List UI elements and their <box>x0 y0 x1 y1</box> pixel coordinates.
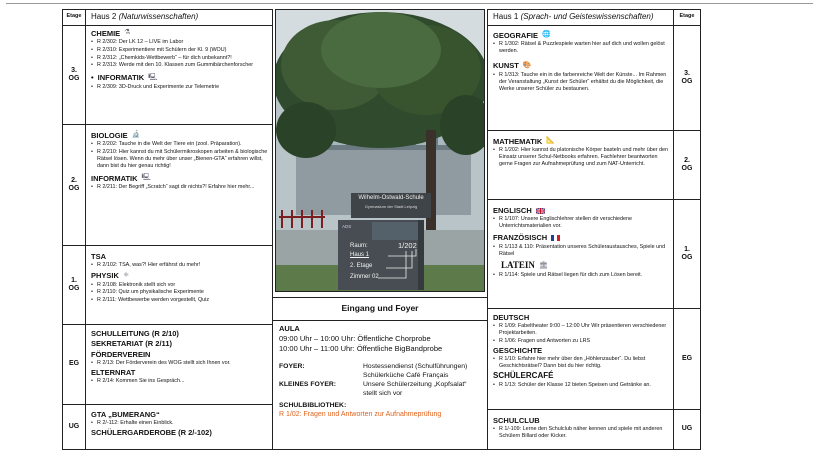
center-title: Eingang und Foyer <box>341 303 419 313</box>
kleines-foyer-row <box>279 390 481 399</box>
list-item: • R 2/-112: Erhalte einen Einblick. <box>91 420 268 427</box>
school-sign: Wilhelm-Ostwald-Schule <box>358 195 424 201</box>
subject-name: INFORMATIK <box>97 73 145 83</box>
foyer-row <box>279 372 481 381</box>
list-item: • R 2/310: Experimentiere mit Schülern der Kl. 9 (WOU) <box>91 47 268 54</box>
center-header-box <box>272 297 488 321</box>
floor-left-eg <box>62 324 86 405</box>
haus1-eg <box>487 308 674 410</box>
list-item: • R 2/13: Der Förderverein des WOG stellt sich Ihnen vor. <box>91 360 268 367</box>
list-item: • R 2/211: Der Begriff „Scratch“ sagt dir nichts?! Erfahre hier mehr... <box>91 184 268 191</box>
subject-chemie <box>91 29 268 38</box>
computer-icon: 🖳 <box>141 174 151 182</box>
entrance-photo-svg <box>276 10 485 292</box>
uk-flag-icon <box>536 208 545 214</box>
computer-icon: 🖳 <box>148 73 158 81</box>
haus1-1og <box>487 199 674 309</box>
stage-label: Etage <box>66 13 82 19</box>
haus1-title: Haus 1 <box>493 12 519 21</box>
subject-schuelercafe: SCHÜLERCAFÉ <box>493 370 554 380</box>
subject-name: BIOLOGIE <box>91 131 128 140</box>
haus1-subtitle: (Sprach- und Geisteswissenschaften) <box>520 12 654 21</box>
chemie-list <box>91 39 268 69</box>
school-sign-sub: Gymnasium der Stadt Leipzig <box>364 204 418 209</box>
geschichte-list <box>493 356 669 370</box>
subject-deutsch: DEUTSCH <box>493 313 530 322</box>
list-item: • R 1/107: Unsere Englischlehrer stellen dir verschiedene Unterrichtsmaterialien vor. <box>493 216 669 230</box>
floor-label: 1. OG <box>68 276 80 292</box>
floor-label: UG <box>68 422 80 430</box>
physik-list <box>91 282 268 304</box>
france-flag-icon <box>551 235 560 241</box>
school-entrance-photo <box>275 9 485 292</box>
subject-biologie <box>91 131 268 140</box>
aula-line: 09:00 Uhr – 10:00 Uhr: Öffentliche Chorprobe <box>279 334 431 344</box>
atom-icon: ⚛ <box>122 271 130 279</box>
column-icon: 🏛 <box>538 261 548 270</box>
foyer-row <box>279 363 481 372</box>
haus2-3og <box>85 25 273 125</box>
globe-icon: 🌐 <box>542 31 551 39</box>
list-item: • R 1/313: Tauche ein in die farbenreiche Welt der Künste... Im Rahmen der Veranstaltung „Kunst der Schüler“ erhältst du die Möglichkeit, die Werke unserer Schüler zu bestaunen. <box>493 72 669 93</box>
floor-label: 3. OG <box>681 69 693 85</box>
kleines-foyer-line: Unsere Schülerzeitung „Kopfsalat“ <box>363 381 467 389</box>
subject-informatik-2 <box>91 174 268 183</box>
franzoesisch-list <box>493 244 669 258</box>
subject-englisch <box>493 206 669 215</box>
palette-icon: 🎨 <box>522 61 532 69</box>
subject-mathematik <box>493 137 669 146</box>
list-item: • R 1/114: Spiele und Rätsel liegen für dich zum Lösen bereit. <box>493 272 669 279</box>
list-item: • R 2/111: Wettbewerbe werden vorgestellt, Quiz <box>91 297 268 304</box>
subject-latein <box>493 260 669 271</box>
bibliothek-label: SCHULBIBLIOTHEK: <box>279 401 347 409</box>
flask-icon: ⚗ <box>124 29 131 37</box>
subject-name: KUNST <box>493 61 519 71</box>
haus2-2og <box>85 124 273 246</box>
floor-left-ug <box>62 404 86 450</box>
floor-right-2og <box>673 130 701 200</box>
foerderverein-list <box>91 360 268 367</box>
subject-name: GEOGRAFIE <box>493 31 539 40</box>
informatik2-list <box>91 184 268 191</box>
list-item: • R 2/312: „Chemkids-Wettbewerb“ – für dich unbekannt?! <box>91 55 268 62</box>
foyer-label: FOYER: <box>279 363 305 371</box>
list-item: • R 1/06: Fragen und Antworten zu LRS <box>493 338 669 345</box>
list-item: • R 2/102: TSA, was?! Hier erfährst du mehr! <box>91 262 268 269</box>
subject-tsa <box>91 252 268 261</box>
latein-list <box>493 272 669 279</box>
foyer-line: Hostessendienst (Schulführungen) <box>363 363 468 371</box>
biologie-list <box>91 141 268 170</box>
subject-informatik <box>91 73 268 82</box>
stage-label: Etage <box>679 13 695 19</box>
floor-label: 2. OG <box>68 176 80 192</box>
floor-left-2og <box>62 124 86 246</box>
floor-label: 2. OG <box>681 156 693 172</box>
englisch-list <box>493 216 669 230</box>
subject-name: CHEMIE <box>91 29 121 38</box>
gta-list <box>91 420 268 427</box>
stage-header-right <box>673 9 701 26</box>
schulleitung: SCHULLEITUNG (R 2/10) <box>91 329 179 338</box>
floor-right-eg <box>673 308 701 410</box>
list-item: • R 2/309: 3D-Druck und Experimente zur Telemetrie <box>91 84 268 91</box>
list-item: • R 2/202: Tauche in die Welt der Tiere ein (zool. Präparation). <box>91 141 268 148</box>
haus2-1og <box>85 245 273 325</box>
foerderverein: FÖRDERVEREIN <box>91 349 151 359</box>
floor-label: EG <box>681 354 693 362</box>
kunst-list <box>493 72 669 93</box>
list-item: • R 1/13: Schüler der Klasse 12 bieten Speisen und Getränke an. <box>493 382 669 389</box>
haus1-ug <box>487 409 674 450</box>
haus1-2og <box>487 130 674 200</box>
list-item: • R 2/210: Hier kannst du mit Schülermikroskopen arbeiten & biologische Rätsel lösen. Wenn du mehr über unser „Bienen-GTA“ erfahren willst, dann bist du hier genau richtig! <box>91 149 268 170</box>
geografie-list <box>493 41 669 55</box>
subject-name: LATEIN <box>501 259 535 270</box>
microscope-icon: 🔬 <box>131 131 141 139</box>
gta-bumerang: GTA „BUMERANG“ <box>91 410 160 419</box>
floor-left-3og <box>62 25 86 125</box>
elternrat: ELTERNRAT <box>91 367 136 377</box>
kleines-foyer-label: KLEINES FOYER: <box>279 381 337 389</box>
subject-name: PHYSIK <box>91 271 119 281</box>
small-sign: ADS <box>342 224 352 229</box>
haus2-eg <box>85 324 273 405</box>
mathematik-list <box>493 147 669 168</box>
subject-schulclub: SCHULCLUB <box>493 416 540 425</box>
aula-line: 10:00 Uhr – 11:00 Uhr: Öffentliche BigBandprobe <box>279 344 443 354</box>
list-item: • R 1/113 & 110: Präsentation unseres Schüleraustausches, Spiele und Rätsel <box>493 244 669 258</box>
aula-label: AULA <box>279 324 300 333</box>
bullet: • <box>91 73 94 83</box>
floor-right-1og <box>673 199 701 309</box>
subject-geografie <box>493 31 669 40</box>
list-item: • R 1/302: Rätsel & Puzzlespiele warten hier auf dich und wollen gelöst werden. <box>493 41 669 55</box>
raum-value: 1/202 <box>398 241 417 250</box>
schuelercafe-list <box>493 382 669 389</box>
floor-left-1og <box>62 245 86 325</box>
top-rule <box>6 3 813 4</box>
haus2-subtitle: (Naturwissenschaften) <box>118 12 199 21</box>
floor-label: UG <box>681 425 693 433</box>
haus2-title: Haus 2 <box>91 12 117 21</box>
list-item: • R 1/10: Erfahre hier mehr über den „Höhlenzauber“. Du liebst Geschichtsrätsel? Dann bist du hier richtig. <box>493 356 669 370</box>
haus-label: Haus 1 <box>350 252 370 258</box>
subject-geschichte: GESCHICHTE <box>493 345 543 355</box>
list-item: • R 2/14: Kommen Sie ins Gespräch... <box>91 378 268 385</box>
zimmer-label: Zimmer 02 <box>350 274 379 280</box>
list-item: • R 1/-109: Lerne den Schulclub näher kennen und spiele mit anderen Schülern Billard oder Kicker. <box>493 426 669 440</box>
stage-header-left <box>62 9 86 26</box>
subject-name: ENGLISCH <box>493 206 532 215</box>
schulclub-list <box>493 426 669 440</box>
kleines-foyer-line: stellt sich vor <box>363 389 403 397</box>
subject-name: MATHEMATIK <box>493 137 543 146</box>
raum-label: Raum: <box>350 243 368 249</box>
subject-franzoesisch <box>493 233 669 242</box>
kleines-foyer-row <box>279 381 481 390</box>
floor-right-3og <box>673 25 701 131</box>
foyer-line: Schülerküche Café Français <box>363 372 449 380</box>
sekretariat: SEKRETARIAT (R 2/11) <box>91 339 172 349</box>
list-item: • R 2/302: Der LK 12 – LIVE im Labor <box>91 39 268 46</box>
compass-icon: 📐 <box>546 137 556 145</box>
list-item: • R 1/09: Fabeltheater 9:00 – 12:00 Uhr Wir präsentieren verschiedener Projektarbeiten. <box>493 323 669 337</box>
bibliothek-line: R 1/02: Fragen und Antworten zur Aufnahmeprüfung <box>279 410 442 418</box>
subject-physik <box>91 271 268 280</box>
subject-name: INFORMATIK <box>91 174 138 184</box>
subject-name: TSA <box>91 252 106 261</box>
list-item: • R 2/108: Elektronik stellt sich vor <box>91 282 268 289</box>
floor-label: 3. OG <box>68 66 80 82</box>
haus1-3og <box>487 25 674 131</box>
informatik-list <box>91 84 268 91</box>
schuelergarderobe: SCHÜLERGARDEROBE (R 2/-102) <box>91 427 212 437</box>
etage-label: 2. Etage <box>350 263 373 269</box>
list-item: • R 2/313: Werde mit den 10. Klassen zum Gummibärchenforscher <box>91 62 268 69</box>
subject-name: FRANZÖSISCH <box>493 233 548 243</box>
elternrat-list <box>91 378 268 385</box>
tsa-list <box>91 262 268 269</box>
foyer-box <box>272 320 488 450</box>
haus2-header <box>85 9 273 26</box>
subject-kunst <box>493 61 669 70</box>
list-item: • R 2/110: Quiz um physikalische Experimente <box>91 289 268 296</box>
haus2-ug <box>85 404 273 450</box>
haus1-header <box>487 9 674 26</box>
list-item: • R 1/202: Hier kannst du platonische Körper basteln und mehr über den Einsatz unserer Schul-Netbooks erfahren. Fachlehrer beantworten gerne Fragen zur Aufnahmeprüfung und zum NAT-Unterricht. <box>493 147 669 168</box>
floor-right-ug <box>673 409 701 450</box>
floor-label: EG <box>68 360 80 368</box>
floor-label: 1. OG <box>681 245 693 261</box>
deutsch-list <box>493 323 669 345</box>
